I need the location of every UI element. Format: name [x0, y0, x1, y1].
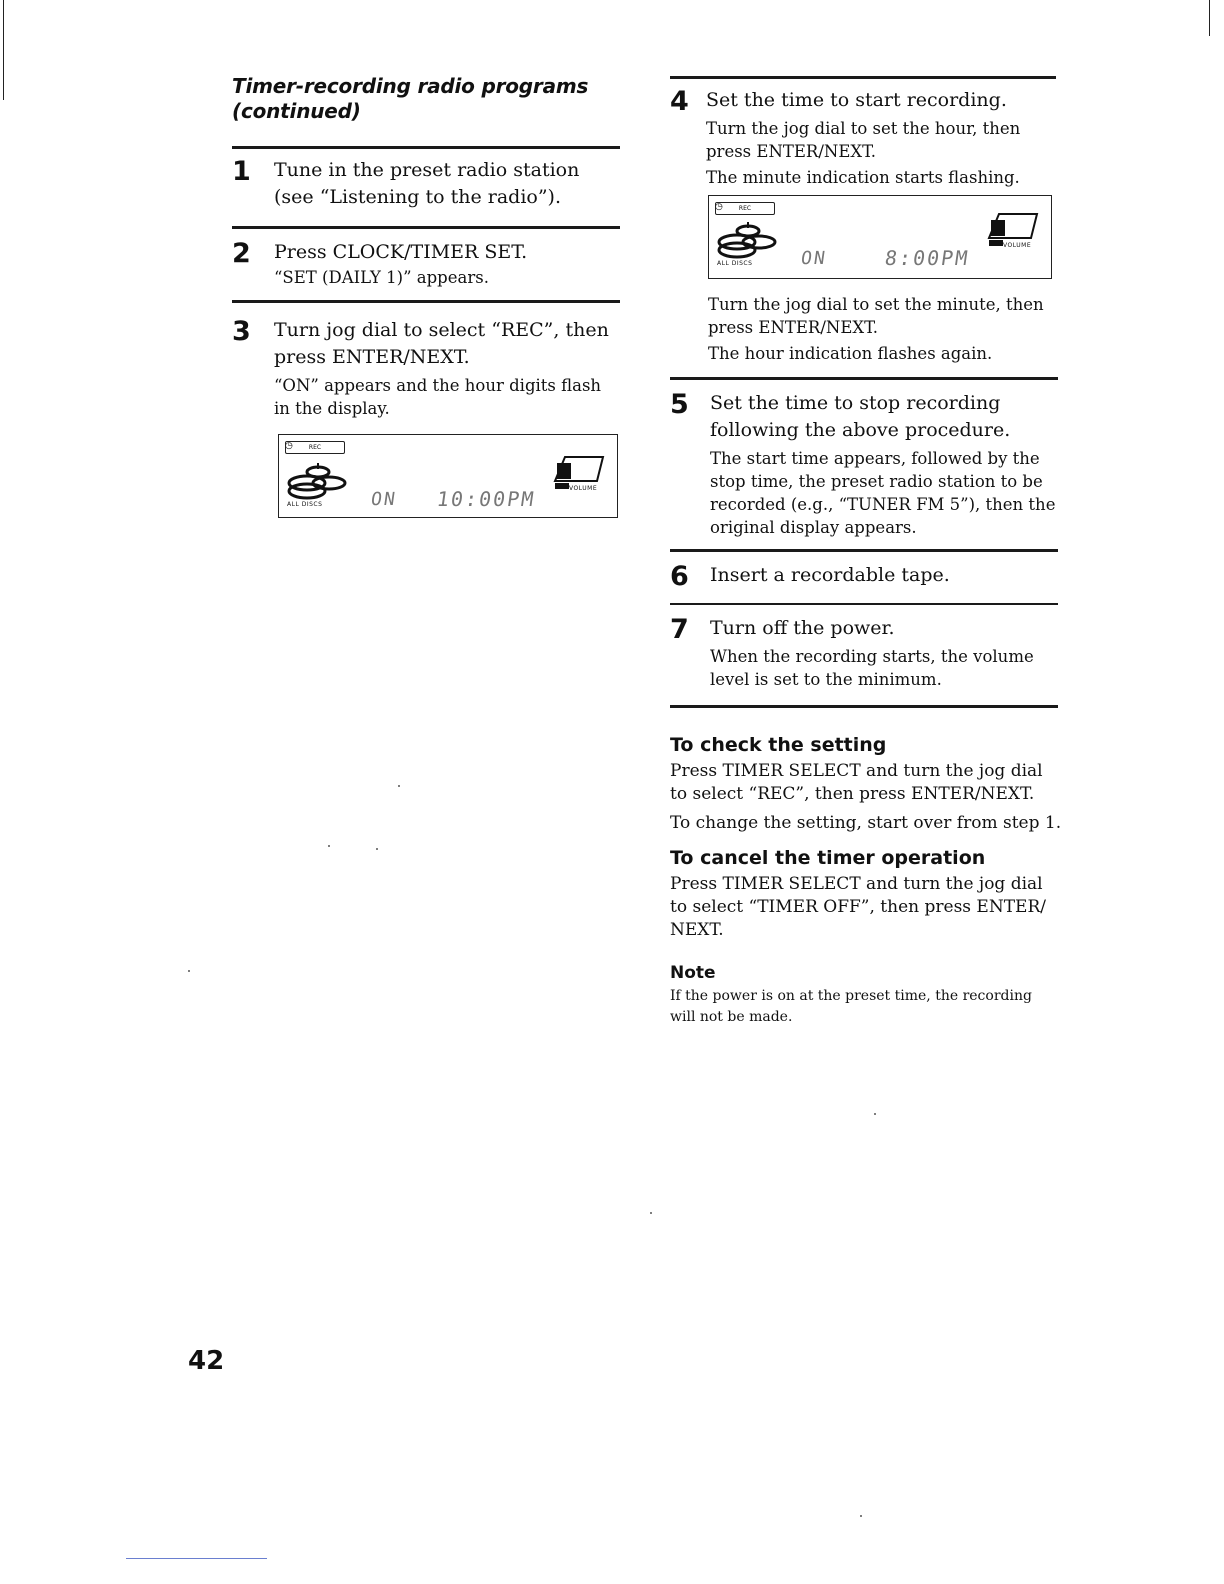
disc-stack-icon-2 — [715, 220, 783, 262]
step-6 — [670, 561, 1062, 592]
step-7 — [670, 615, 1062, 691]
step-6-rule — [670, 549, 1058, 552]
step-4 — [670, 87, 1062, 189]
step-1-rule — [232, 146, 620, 149]
cancel-heading: To cancel the timer operation — [670, 847, 986, 869]
step-5-detail: The start time appears, followed by the stop time, the preset radio station to be recorded (e.g., “TUNER FM 5”), then the original display appears. — [710, 449, 1056, 537]
scan-edge-right — [1209, 0, 1210, 36]
lcd-rec-tag-2: REC — [715, 202, 775, 215]
step-6-text: Insert a recordable tape. — [710, 564, 950, 586]
all-discs-label: ALL DISCS — [287, 501, 323, 508]
step-4-detail-2: The minute indication starts flashing. — [706, 168, 1020, 187]
step-3-text: Turn jog dial to select “REC”, then press ENTER/NEXT. — [274, 319, 609, 368]
bottom-edge-rule — [126, 1558, 267, 1559]
step-4-rule — [670, 76, 1056, 79]
step-1 — [232, 157, 622, 211]
all-discs-label-2: ALL DISCS — [717, 260, 753, 267]
step-3-detail: “ON” appears and the hour digits flash in the display. — [274, 376, 602, 418]
step-4-after-2: The hour indication flashes again. — [708, 344, 993, 363]
cancel-text: Press TIMER SELECT and turn the jog dial to select “TIMER OFF”, then press ENTER/ NEXT. — [670, 874, 1046, 940]
section-title-line1: Timer-recording radio programs — [232, 74, 589, 98]
step-4-number: 4 — [670, 86, 689, 117]
lcd-time-readout-2: 8:00PM — [883, 246, 971, 270]
step-4-after-1: Turn the jog dial to set the minute, then press ENTER/NEXT. — [708, 295, 1044, 337]
step-3-rule — [232, 300, 620, 303]
step-7-rule — [670, 603, 1058, 605]
step-2 — [232, 239, 622, 289]
section-title — [232, 74, 622, 124]
scan-speck — [874, 1113, 876, 1115]
lcd-display-1 — [278, 434, 618, 518]
step-3 — [232, 317, 622, 420]
step-5-text: Set the time to stop recording following the above procedure. — [710, 392, 1011, 441]
page-number: 42 — [188, 1346, 225, 1376]
lcd-display-2 — [708, 195, 1052, 279]
right-column — [670, 74, 1062, 1028]
disc-stack-icon — [285, 461, 353, 503]
scan-speck — [376, 848, 378, 850]
step-4-detail-1: Turn the jog dial to set the hour, then press ENTER/NEXT. — [706, 119, 1021, 161]
step-3-number: 3 — [232, 316, 251, 347]
volume-label: VOLUME — [569, 485, 598, 492]
note-heading: Note — [670, 963, 716, 983]
timer-clock-icon-2: ◷ — [715, 202, 723, 212]
step-5-number: 5 — [670, 389, 689, 420]
check-text-change: To change the setting, start over from step 1. — [670, 813, 1062, 833]
scan-speck — [650, 1212, 652, 1214]
section-title-line2: (continued) — [232, 99, 361, 123]
step-2-number: 2 — [232, 238, 251, 269]
step-7-detail: When the recording starts, the volume level is set to the minimum. — [710, 647, 1034, 689]
step-2-rule — [232, 226, 620, 229]
closing-rule — [670, 705, 1058, 708]
scan-speck — [188, 970, 190, 972]
lcd-time-readout: 10:00PM — [435, 487, 537, 511]
scan-edge-left — [3, 0, 4, 100]
step-7-text: Turn off the power. — [710, 617, 895, 639]
step-6-number: 6 — [670, 561, 689, 592]
step-5-rule — [670, 377, 1058, 380]
step-5 — [670, 390, 1062, 539]
scan-speck — [398, 785, 400, 787]
scan-speck — [860, 1515, 862, 1517]
step-1-number: 1 — [232, 156, 251, 187]
step-4-text: Set the time to start recording. — [706, 89, 1007, 111]
step-1-text: Tune in the preset radio station (see “Listening to the radio”). — [274, 159, 580, 208]
scan-speck — [328, 845, 330, 847]
check-text: Press TIMER SELECT and turn the jog dial to select “REC”, then press ENTER/NEXT. — [670, 761, 1043, 804]
lcd-rec-tag: REC — [285, 441, 345, 454]
volume-label-2: VOLUME — [1003, 242, 1032, 249]
note-text: If the power is on at the preset time, the recording will not be made. — [670, 988, 1032, 1025]
step-2-detail: “SET (DAILY 1)” appears. — [274, 268, 489, 287]
step-7-number: 7 — [670, 614, 689, 645]
check-heading: To check the setting — [670, 734, 887, 756]
left-column — [232, 74, 622, 518]
timer-clock-icon: ◷ — [285, 441, 293, 451]
lcd-on-indicator-2: ON — [799, 248, 829, 269]
lcd-on-indicator: ON — [369, 489, 399, 510]
step-2-text: Press CLOCK/TIMER SET. — [274, 241, 528, 263]
